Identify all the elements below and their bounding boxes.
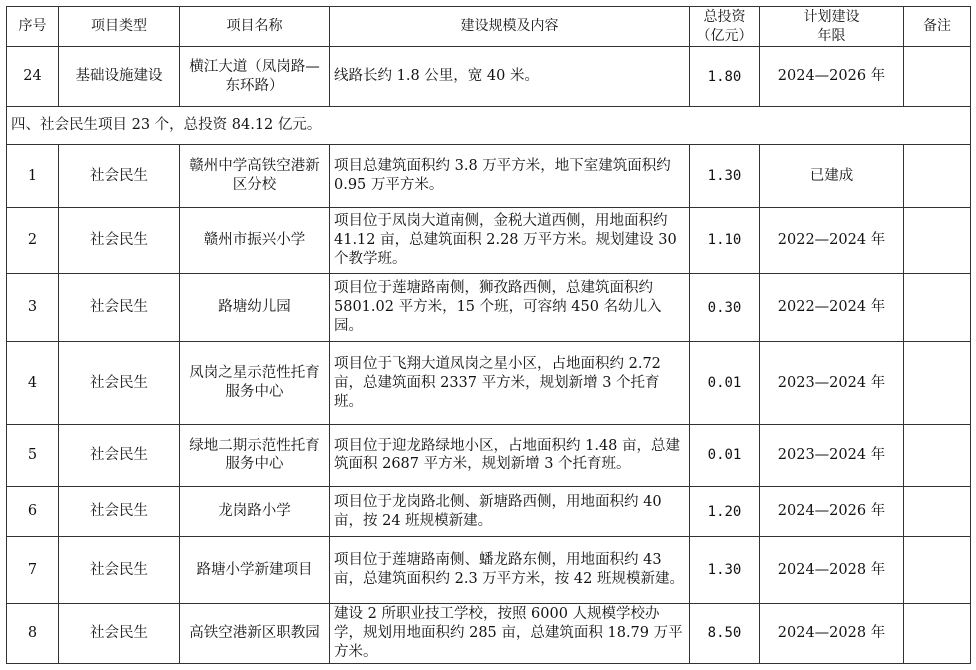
cell-seq: 7: [7, 537, 59, 603]
header-period: [760, 7, 904, 47]
table-row: [7, 537, 971, 603]
cell-name: 凤岗之星示范性托育服务中心: [180, 342, 330, 424]
section-row: [7, 107, 971, 145]
cell-period: 2024—2026 年: [760, 487, 904, 537]
cell-remark: [904, 342, 971, 424]
cell-remark: [904, 487, 971, 537]
cell-type: 社会民生: [59, 487, 180, 537]
header-scope: 建设规模及内容: [330, 7, 690, 47]
table-row: [7, 207, 971, 273]
cell-name: 龙岗路小学: [180, 487, 330, 537]
cell-seq: 24: [7, 47, 59, 107]
cell-remark: [904, 424, 971, 486]
cell-remark: [904, 603, 971, 663]
header-name: 项目名称: [180, 7, 330, 47]
cell-name: 赣州中学高铁空港新区分校: [180, 145, 330, 207]
cell-period: 2024—2028 年: [760, 537, 904, 603]
cell-remark: [904, 537, 971, 603]
table-row: [7, 487, 971, 537]
cell-type: 社会民生: [59, 342, 180, 424]
cell-scope: 项目位于凤岗大道南侧，金税大道西侧，用地面积约 41.12 亩，总建筑面积 2.28 万平方米。规划建设 30 个教学班。: [330, 207, 690, 273]
cell-investment: 0.01: [690, 342, 760, 424]
cell-period: 2023—2024 年: [760, 424, 904, 486]
cell-type: 社会民生: [59, 207, 180, 273]
cell-name: 横江大道（凤岗路—东环路）: [180, 47, 330, 107]
cell-period: 2022—2024 年: [760, 207, 904, 273]
cell-scope: 项目总建筑面积约 3.8 万平方米，地下室建筑面积约 0.95 万平方米。: [330, 145, 690, 207]
header-seq: 序号: [7, 7, 59, 47]
cell-remark: [904, 47, 971, 107]
cell-scope: 项目位于迎龙路绿地小区，占地面积约 1.48 亩，总建筑面积 2687 平方米，规划新增 3 个托育班。: [330, 424, 690, 486]
cell-name: 路塘小学新建项目: [180, 537, 330, 603]
cell-remark: [904, 207, 971, 273]
cell-type: 社会民生: [59, 424, 180, 486]
cell-investment: 1.30: [690, 537, 760, 603]
cell-remark: [904, 145, 971, 207]
cell-seq: 4: [7, 342, 59, 424]
cell-name: 赣州市振兴小学: [180, 207, 330, 273]
cell-period: 2023—2024 年: [760, 342, 904, 424]
cell-scope: 线路长约 1.8 公里，宽 40 米。: [330, 47, 690, 107]
header-remark: 备注: [904, 7, 971, 47]
cell-type: 基础设施建设: [59, 47, 180, 107]
cell-scope: 项目位于莲塘路南侧、蟠龙路东侧，用地面积约 43 亩，总建筑面积约 2.3 万平方米，按 42 班规模新建。: [330, 537, 690, 603]
header-investment: [690, 7, 760, 47]
cell-scope: 项目位于飞翔大道凤岗之星小区，占地面积约 2.72 亩，总建筑面积 2337 平方米，规划新增 3 个托育班。: [330, 342, 690, 424]
cell-investment: 0.30: [690, 274, 760, 342]
cell-period: 2022—2024 年: [760, 274, 904, 342]
header-investment-line1: 总投资: [703, 9, 746, 26]
cell-period: 已建成: [760, 145, 904, 207]
cell-seq: 5: [7, 424, 59, 486]
cell-investment: 1.20: [690, 487, 760, 537]
cell-investment: 1.80: [690, 47, 760, 107]
cell-scope: 项目位于龙岗路北侧、新塘路西侧，用地面积约 40 亩，按 24 班规模新建。: [330, 487, 690, 537]
table-row: [7, 603, 971, 663]
cell-scope: 项目位于莲塘路南侧，狮孜路西侧，总建筑面积约 5801.02 平方米，15 个班，可容纳 450 名幼儿入园。: [330, 274, 690, 342]
cell-investment: 8.50: [690, 603, 760, 663]
project-table: [6, 6, 971, 664]
cell-seq: 2: [7, 207, 59, 273]
cell-remark: [904, 274, 971, 342]
cell-period: 2024—2026 年: [760, 47, 904, 107]
cell-seq: 3: [7, 274, 59, 342]
cell-type: 社会民生: [59, 145, 180, 207]
cell-seq: 6: [7, 487, 59, 537]
table-row: [7, 342, 971, 424]
table-row: [7, 47, 971, 107]
cell-investment: 1.30: [690, 145, 760, 207]
header-row: [7, 7, 971, 47]
cell-period: 2024—2028 年: [760, 603, 904, 663]
cell-investment: 1.10: [690, 207, 760, 273]
cell-type: 社会民生: [59, 603, 180, 663]
cell-name: 绿地二期示范性托育服务中心: [180, 424, 330, 486]
cell-type: 社会民生: [59, 537, 180, 603]
cell-seq: 1: [7, 145, 59, 207]
header-investment-line2: （亿元）: [696, 27, 753, 44]
cell-seq: 8: [7, 603, 59, 663]
cell-type: 社会民生: [59, 274, 180, 342]
table-row: [7, 145, 971, 207]
header-period-line1: 计划建设: [803, 9, 860, 26]
cell-scope: 建设 2 所职业技工学校，按照 6000 人规模学校办学，规划用地面积约 285 亩，总建筑面积 18.79 万平方米。: [330, 603, 690, 663]
header-period-line2: 年限: [817, 27, 846, 44]
header-type: 项目类型: [59, 7, 180, 47]
cell-investment: 0.01: [690, 424, 760, 486]
section-title: 四、社会民生项目 23 个，总投资 84.12 亿元。: [7, 107, 971, 145]
table-row: [7, 274, 971, 342]
table-row: [7, 424, 971, 486]
cell-name: 路塘幼儿园: [180, 274, 330, 342]
cell-name: 高铁空港新区职教园: [180, 603, 330, 663]
